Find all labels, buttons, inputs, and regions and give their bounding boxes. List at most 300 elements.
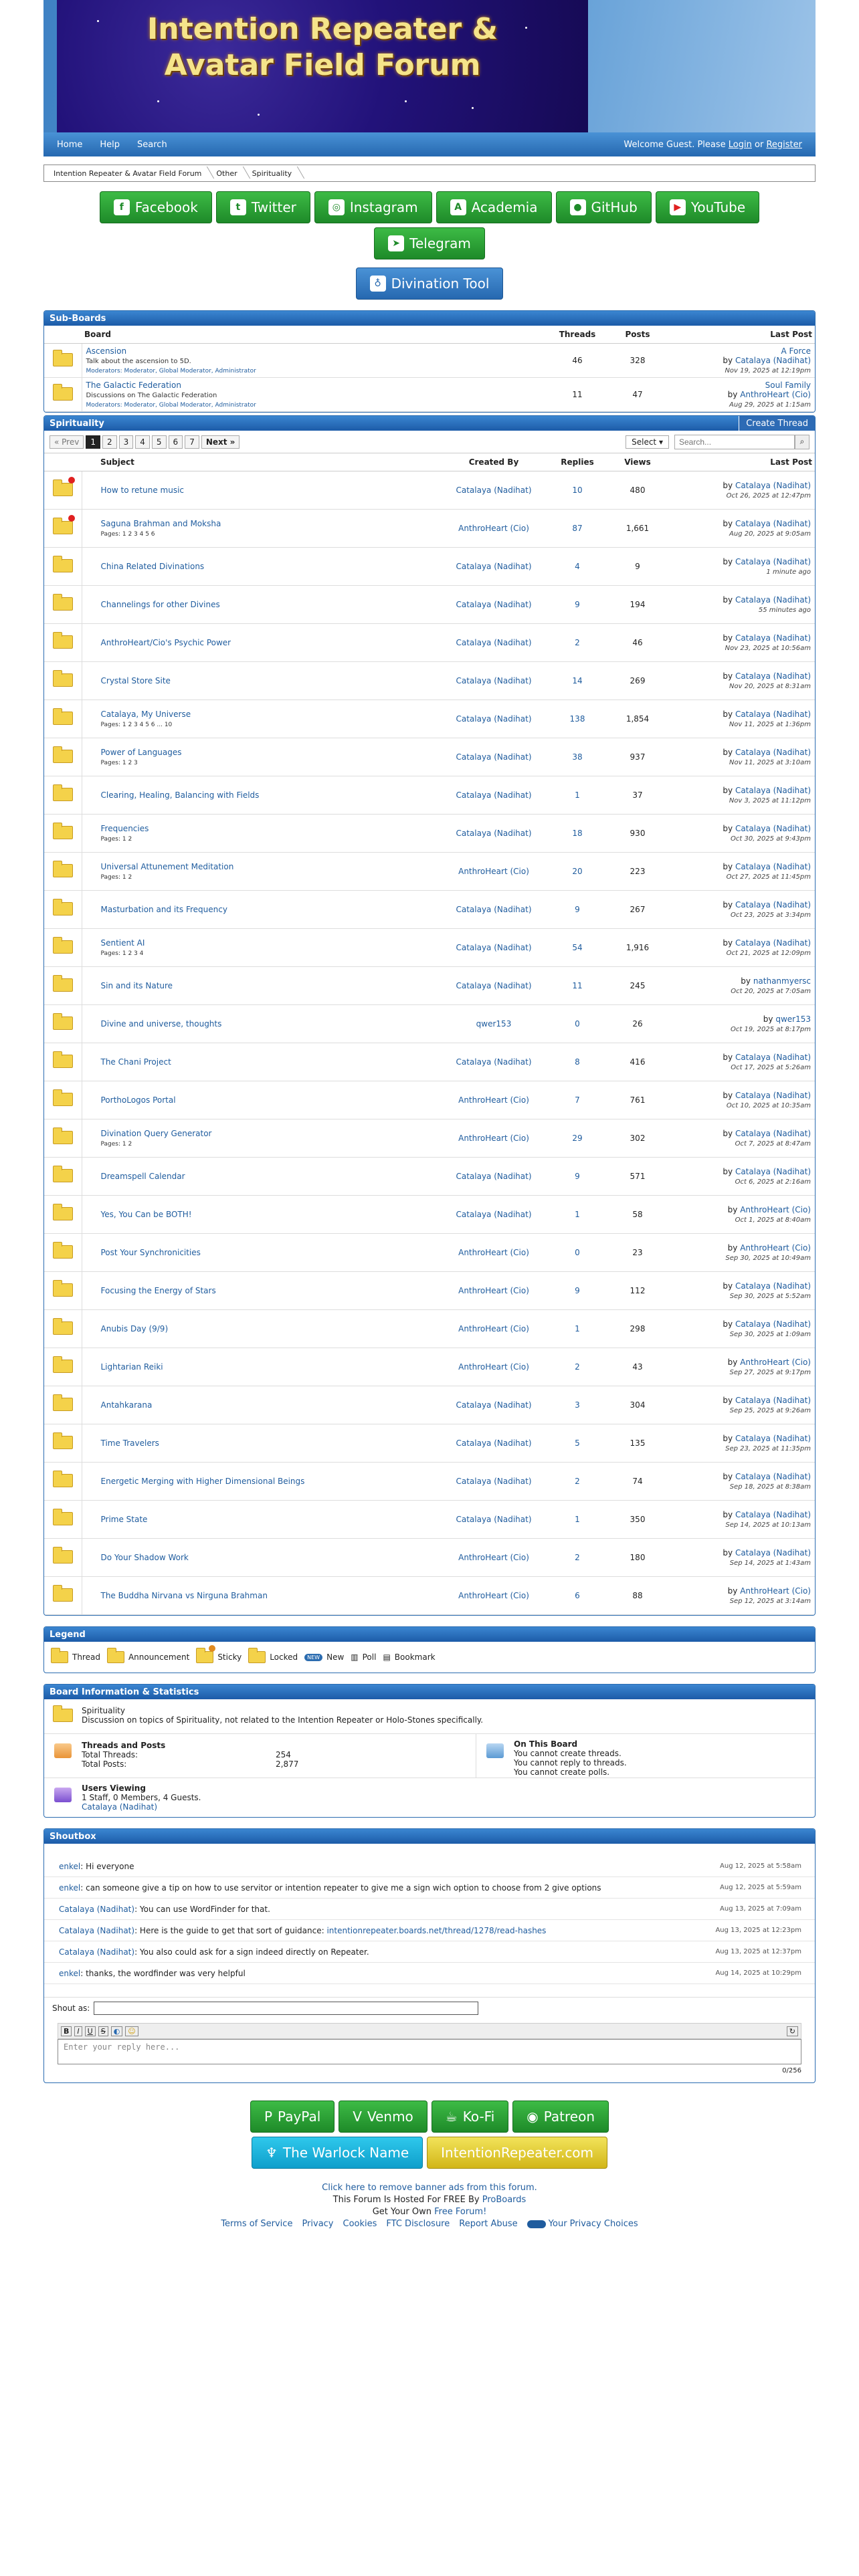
thread-replies[interactable]: 0	[575, 1019, 580, 1029]
lastpost-date: Sep 27, 2025 at 9:17pm	[729, 1369, 811, 1376]
thread-lastpost-cell	[668, 967, 815, 1005]
lastpost-user-link[interactable]: AnthroHeart (Cio)	[740, 1205, 811, 1214]
total-posts-value: 2,877	[276, 1759, 299, 1769]
folder-icon	[53, 1131, 73, 1144]
shout-user-link[interactable]: enkel	[59, 1883, 81, 1893]
lastpost-date: Oct 6, 2025 at 2:16am	[735, 1178, 811, 1186]
by-text: by	[723, 633, 733, 643]
thread-replies[interactable]: 138	[569, 714, 585, 724]
lastpost-user-link[interactable]: Catalaya (Nadihat)	[735, 633, 811, 643]
legend-label: Locked	[270, 1652, 298, 1662]
thread-link[interactable]: The Buddha Nirvana vs Nirguna Brahman	[100, 1591, 268, 1600]
lastpost-user-link[interactable]: Catalaya (Nadihat)	[735, 519, 811, 528]
lastpost-user-link[interactable]: Catalaya (Nadihat)	[735, 710, 811, 719]
twitter-button[interactable]	[216, 191, 310, 223]
lastpost-user-link[interactable]: Catalaya (Nadihat)	[735, 1434, 811, 1443]
ftc-link[interactable]: FTC Disclosure	[386, 2219, 450, 2229]
thread-link[interactable]: Channelings for other Divines	[100, 600, 220, 609]
thread-link[interactable]: Crystal Store Site	[100, 676, 171, 685]
thread-link[interactable]: Focusing the Energy of Stars	[100, 1286, 216, 1295]
thread-subject-cell	[82, 548, 440, 586]
thread-row	[44, 738, 815, 776]
thread-creator-link[interactable]: AnthroHeart (Cio)	[458, 867, 529, 876]
thread-replies-cell	[547, 700, 607, 738]
thread-creator-link[interactable]: Catalaya (Nadihat)	[456, 943, 532, 952]
by-text: by	[723, 862, 733, 871]
thread-creator-link[interactable]: AnthroHeart (Cio)	[458, 1324, 529, 1333]
thread-pages[interactable]: Pages: 1 2 3 4 5 6	[100, 531, 155, 538]
thread-row	[44, 624, 815, 662]
thread-views: 1,854	[607, 700, 668, 738]
thread-views: 180	[607, 1539, 668, 1577]
lastpost-user-link[interactable]: Catalaya (Nadihat)	[735, 671, 811, 681]
thread-creator-link[interactable]: AnthroHeart (Cio)	[458, 1362, 529, 1372]
thread-creator-link[interactable]: Catalaya (Nadihat)	[456, 829, 532, 838]
thread-views: 194	[607, 586, 668, 624]
thread-pages[interactable]: Pages: 1 2	[100, 1141, 132, 1148]
login-link[interactable]: Login	[728, 139, 752, 150]
venmo-button[interactable]	[339, 2101, 427, 2133]
permission-threads: You cannot create threads.	[514, 1749, 622, 1758]
page-4-button[interactable]: 4	[135, 435, 150, 449]
thread-icon-cell	[44, 1501, 82, 1539]
users-viewing-user[interactable]: Catalaya (Nadihat)	[82, 1802, 158, 1812]
thread-replies[interactable]: 2	[575, 1553, 580, 1562]
thread-icon-cell	[44, 891, 82, 929]
lastpost-thread-link[interactable]: A Force	[781, 346, 811, 356]
subboard-link[interactable]: The Galactic Federation	[86, 381, 181, 390]
thread-creator-link[interactable]: Catalaya (Nadihat)	[456, 638, 532, 647]
lastpost-user-link[interactable]: Catalaya (Nadihat)	[735, 1129, 811, 1138]
shout-link[interactable]: intentionrepeater.boards.net/thread/1278/read-hashes	[326, 1925, 547, 1935]
thread-row	[44, 662, 815, 700]
link-icon[interactable]: ◐	[111, 2026, 123, 2036]
thread-replies[interactable]: 1	[575, 1210, 580, 1219]
thread-creator-link[interactable]: Catalaya (Nadihat)	[456, 486, 532, 495]
academia-icon: A	[450, 199, 466, 215]
shout-user-link[interactable]: enkel	[59, 1968, 81, 1978]
thread-replies[interactable]: 2	[575, 1362, 580, 1372]
thread-creator-link[interactable]: Catalaya (Nadihat)	[456, 1400, 532, 1410]
proboards-link[interactable]: ProBoards	[482, 2195, 527, 2205]
lastpost-user-link[interactable]: Catalaya (Nadihat)	[735, 786, 811, 795]
board-info	[82, 1699, 483, 1733]
subboard-mods[interactable]: Moderators: Moderator, Global Moderator, Administrator	[86, 402, 256, 409]
shout-user-link[interactable]: enkel	[59, 1861, 81, 1871]
thread-link[interactable]: Masturbation and its Frequency	[100, 905, 227, 914]
thread-link[interactable]: Time Travelers	[100, 1438, 159, 1448]
prev-page-button[interactable]: « Prev	[50, 435, 84, 449]
total-posts-label: Total Posts:	[82, 1759, 127, 1769]
create-thread-button[interactable]: Create Thread	[739, 416, 815, 431]
thread-icon-cell	[44, 586, 82, 624]
thread-views: 245	[607, 967, 668, 1005]
legend-label: New	[326, 1652, 345, 1662]
shout-message-input[interactable]: Enter your reply here...	[58, 2039, 801, 2064]
thread-subject-cell	[82, 891, 440, 929]
users-icon-cell	[44, 1778, 82, 1817]
thread-replies[interactable]: 1	[575, 1324, 580, 1333]
page-2-button[interactable]: 2	[102, 435, 117, 449]
lastpost-user-link[interactable]: Catalaya (Nadihat)	[735, 1091, 811, 1100]
lastpost-user-link[interactable]: Catalaya (Nadihat)	[735, 748, 811, 757]
page-1-button[interactable]: 1	[86, 435, 100, 449]
thread-replies[interactable]: 3	[575, 1400, 580, 1410]
forum-logo[interactable]	[57, 0, 588, 132]
intentionrepeater-button[interactable]	[427, 2137, 607, 2169]
nav-search-link[interactable]: Search	[137, 139, 167, 150]
by-text: by	[723, 1510, 733, 1519]
warlock-name-button[interactable]	[252, 2137, 423, 2169]
lastpost-user-link[interactable]: Catalaya (Nadihat)	[735, 1548, 811, 1558]
lastpost-user-link[interactable]: Catalaya (Nadihat)	[735, 557, 811, 566]
page-3-button[interactable]: 3	[119, 435, 134, 449]
thread-creator-link[interactable]: Catalaya (Nadihat)	[456, 752, 532, 762]
page-container	[43, 0, 816, 2230]
thread-replies[interactable]: 7	[575, 1095, 580, 1105]
subboard-link[interactable]: Ascension	[86, 346, 127, 356]
thread-link[interactable]: Dreamspell Calendar	[100, 1172, 185, 1181]
lastpost-user-link[interactable]: Catalaya (Nadihat)	[735, 900, 811, 909]
italic-icon[interactable]: I	[74, 2026, 82, 2036]
bold-icon[interactable]: B	[61, 2026, 72, 2036]
thread-creator-link[interactable]: Catalaya (Nadihat)	[456, 1210, 532, 1219]
shout-user-link[interactable]: Catalaya (Nadihat)	[59, 1904, 135, 1914]
paypal-icon: P	[264, 2109, 273, 2125]
thread-replies-cell	[547, 1005, 607, 1043]
lastpost-date: Oct 23, 2025 at 3:34pm	[731, 911, 811, 919]
patreon-button[interactable]	[512, 2101, 609, 2133]
venmo-label: Venmo	[367, 2109, 413, 2125]
page-7-button[interactable]: 7	[185, 435, 199, 449]
thread-row	[44, 700, 815, 738]
thread-link[interactable]: Power of Languages	[100, 748, 182, 757]
academia-button[interactable]	[436, 191, 552, 223]
breadcrumb-other[interactable]: Other	[211, 169, 246, 178]
thread-link[interactable]: How to retune music	[100, 486, 184, 495]
select-dropdown[interactable]	[626, 435, 669, 449]
thread-creator-link[interactable]: qwer153	[476, 1019, 512, 1029]
thread-creator-link[interactable]: AnthroHeart (Cio)	[458, 1095, 529, 1105]
thread-replies[interactable]: 29	[572, 1134, 583, 1143]
threads-panel	[43, 415, 816, 1616]
thread-link[interactable]: Universal Attunement Meditation	[100, 862, 234, 871]
thread-lastpost-cell	[668, 586, 815, 624]
thread-lastpost-cell	[668, 624, 815, 662]
thread-creator-link[interactable]: Catalaya (Nadihat)	[456, 1172, 532, 1181]
thread-pages[interactable]: Pages: 1 2 3 4	[100, 950, 144, 957]
board-title: Spirituality	[50, 418, 104, 429]
thread-lastpost-cell	[668, 1119, 815, 1158]
by-text: by	[723, 1091, 733, 1100]
lastpost-user-link[interactable]: qwer153	[775, 1014, 811, 1024]
lastpost-user-link[interactable]: Catalaya (Nadihat)	[735, 1281, 811, 1291]
terms-link[interactable]: Terms of Service	[221, 2219, 293, 2229]
thread-replies[interactable]: 87	[572, 524, 583, 533]
thread-subject-cell	[82, 1463, 440, 1501]
privacy-link[interactable]: Privacy	[302, 2219, 334, 2229]
thread-creator-link[interactable]: Catalaya (Nadihat)	[456, 981, 532, 990]
by-text: by	[723, 710, 733, 719]
thread-creator-link[interactable]: AnthroHeart (Cio)	[458, 524, 529, 533]
shoutbox-messages[interactable]	[44, 1844, 815, 1998]
lastpost-date: Nov 11, 2025 at 1:36pm	[729, 721, 811, 728]
thread-creator-cell	[440, 1081, 547, 1119]
lastpost-user-link[interactable]: Catalaya (Nadihat)	[735, 356, 811, 365]
lastpost-user-link[interactable]: Catalaya (Nadihat)	[735, 1510, 811, 1519]
thread-replies[interactable]: 5	[575, 1438, 580, 1448]
stats-panel	[43, 1684, 816, 1818]
twitter-icon: t	[230, 199, 246, 215]
lastpost-date: Nov 23, 2025 at 10:56am	[725, 645, 811, 652]
page-5-button[interactable]: 5	[152, 435, 167, 449]
lastpost-date: Sep 30, 2025 at 5:52am	[729, 1293, 811, 1300]
smiley-icon[interactable]: ☺	[125, 2026, 138, 2036]
thread-link[interactable]: Post Your Synchronicities	[100, 1248, 201, 1257]
thread-creator-link[interactable]: Catalaya (Nadihat)	[456, 790, 532, 800]
thread-link[interactable]: China Related Divinations	[100, 562, 205, 571]
shout-as-label: Shout as:	[52, 2004, 90, 2013]
thread-views: 46	[607, 624, 668, 662]
footer-links	[43, 2218, 816, 2230]
thread-views: 298	[607, 1310, 668, 1348]
thread-subject-cell	[82, 815, 440, 853]
lastpost-user-link[interactable]: Catalaya (Nadihat)	[735, 1472, 811, 1481]
privacy-choices-label: Your Privacy Choices	[548, 2219, 638, 2229]
thread-creator-link[interactable]: Catalaya (Nadihat)	[456, 1057, 532, 1067]
thread-replies[interactable]: 1	[575, 1515, 580, 1524]
register-link[interactable]: Register	[766, 139, 802, 150]
subboard-icon-cell	[44, 378, 82, 412]
github-button[interactable]	[556, 191, 652, 223]
telegram-button[interactable]	[374, 227, 485, 259]
patreon-icon: ◉	[527, 2109, 539, 2125]
lastpost-user-link[interactable]: AnthroHeart (Cio)	[740, 1243, 811, 1253]
lastpost-user-link[interactable]: Catalaya (Nadihat)	[735, 1319, 811, 1329]
thread-creator-cell	[440, 510, 547, 548]
thread-link[interactable]: Frequencies	[100, 824, 149, 833]
thread-icon-cell	[44, 1424, 82, 1463]
thread-link[interactable]: Divination Query Generator	[100, 1129, 212, 1138]
thread-replies-cell	[547, 1501, 607, 1539]
nav-help-link[interactable]: Help	[100, 139, 120, 150]
thread-icon-cell	[44, 1348, 82, 1386]
thread-creator-link[interactable]: Catalaya (Nadihat)	[456, 905, 532, 914]
thread-row	[44, 1043, 815, 1081]
thread-creator-link[interactable]: Catalaya (Nadihat)	[456, 1515, 532, 1524]
thread-icon-cell	[44, 1539, 82, 1577]
thread-link[interactable]: Sentient AI	[100, 938, 145, 948]
page-6-button[interactable]: 6	[169, 435, 183, 449]
thread-views: 74	[607, 1463, 668, 1501]
thread-replies[interactable]: 1	[575, 790, 580, 800]
thread-link[interactable]: Anubis Day (9/9)	[100, 1324, 169, 1333]
thread-link[interactable]: Sin and its Nature	[100, 981, 173, 990]
shout-user-link[interactable]: Catalaya (Nadihat)	[59, 1947, 135, 1957]
threads-posts-info	[82, 1734, 476, 1778]
underline-icon[interactable]: U	[85, 2026, 96, 2036]
thread-creator-link[interactable]: Catalaya (Nadihat)	[456, 600, 532, 609]
thread-replies[interactable]: 8	[575, 1057, 580, 1067]
by-text: by	[723, 900, 733, 909]
nav-bar	[43, 132, 816, 156]
intentionrepeater-label: IntentionRepeater.com	[441, 2145, 594, 2161]
shout-name-input[interactable]	[94, 2002, 478, 2015]
thread-creator-cell	[440, 1196, 547, 1234]
breadcrumb-forum[interactable]: Intention Repeater & Avatar Field Forum	[48, 169, 211, 178]
thread-pages[interactable]: Pages: 1 2 3 4 5 6 ... 10	[100, 722, 173, 728]
thread-pages[interactable]: Pages: 1 2 3	[100, 760, 138, 766]
thread-replies[interactable]: 20	[572, 867, 583, 876]
thread-link[interactable]: Lightarian Reiki	[100, 1362, 163, 1372]
lastpost-date: 55 minutes ago	[758, 607, 811, 614]
report-abuse-link[interactable]: Report Abuse	[459, 2219, 518, 2229]
thread-lastpost-cell	[668, 1081, 815, 1119]
by-text: by	[723, 671, 733, 681]
thread-link[interactable]: PorthoLogos Portal	[100, 1095, 176, 1105]
thread-views: 58	[607, 1196, 668, 1234]
lastpost-user-link[interactable]: Catalaya (Nadihat)	[735, 1396, 811, 1405]
thread-link[interactable]: Energetic Merging with Higher Dimensional Beings	[100, 1477, 305, 1486]
chevron-down-icon: ▾	[658, 437, 663, 447]
remove-ads-link[interactable]: Click here to remove banner ads from this forum.	[322, 2183, 537, 2193]
lastpost-user-link[interactable]: Catalaya (Nadihat)	[735, 595, 811, 605]
threads-posts-row	[44, 1734, 815, 1778]
thread-row	[44, 548, 815, 586]
privacy-choices-link[interactable]	[527, 2218, 638, 2230]
thread-replies-cell	[547, 548, 607, 586]
thread-creator-link[interactable]: Catalaya (Nadihat)	[456, 1438, 532, 1448]
youtube-button[interactable]	[656, 191, 759, 223]
thread-replies[interactable]: 9	[575, 600, 580, 609]
lastpost-user-link[interactable]: AnthroHeart (Cio)	[740, 1358, 811, 1367]
thread-creator-link[interactable]: Catalaya (Nadihat)	[456, 1477, 532, 1486]
thread-replies-cell	[547, 471, 607, 510]
by-text: by	[723, 1472, 733, 1481]
thread-creator-link[interactable]: AnthroHeart (Cio)	[458, 1286, 529, 1295]
thread-creator-link[interactable]: Catalaya (Nadihat)	[456, 562, 532, 571]
thread-link[interactable]: Prime State	[100, 1515, 148, 1524]
legend-title: Legend	[44, 1627, 815, 1642]
by-text: by	[723, 557, 733, 566]
thread-replies[interactable]: 4	[575, 562, 580, 571]
thread-link[interactable]: Yes, You Can be BOTH!	[100, 1210, 192, 1219]
thread-link[interactable]: The Chani Project	[100, 1057, 171, 1067]
thread-replies[interactable]: 6	[575, 1591, 580, 1600]
folder-icon	[53, 1283, 73, 1297]
free-forum-link[interactable]: Free Forum!	[434, 2207, 487, 2217]
cookies-link[interactable]: Cookies	[343, 2219, 377, 2229]
thread-subject-cell	[82, 662, 440, 700]
thread-replies-cell	[547, 929, 607, 967]
shoutbox-panel	[43, 1828, 816, 2083]
breadcrumb-spirituality[interactable]: Spirituality	[247, 169, 302, 178]
thread-creator-link[interactable]: AnthroHeart (Cio)	[458, 1134, 529, 1143]
board-info-icon-cell	[44, 1699, 82, 1733]
lastpost-user-link[interactable]: Catalaya (Nadihat)	[735, 481, 811, 490]
thread-search-input[interactable]	[674, 435, 795, 449]
thread-link[interactable]: AnthroHeart/Cio's Psychic Power	[100, 638, 231, 647]
thread-link[interactable]: Clearing, Healing, Balancing with Fields	[100, 790, 260, 800]
thread-views: 26	[607, 1005, 668, 1043]
lastpost-user-link[interactable]: AnthroHeart (Cio)	[740, 390, 811, 399]
thread-subject-cell	[82, 700, 440, 738]
lastpost-user-link[interactable]: Catalaya (Nadihat)	[735, 938, 811, 948]
footer	[43, 2182, 816, 2230]
thread-creator-link[interactable]: Catalaya (Nadihat)	[456, 714, 532, 724]
lastpost-user-link[interactable]: Catalaya (Nadihat)	[735, 1167, 811, 1176]
thread-link[interactable]: Catalaya, My Universe	[100, 710, 191, 719]
lastpost-date: Oct 21, 2025 at 12:09pm	[726, 950, 811, 957]
thread-lastpost-cell	[668, 1158, 815, 1196]
thread-replies[interactable]: 0	[575, 1248, 580, 1257]
shout-message	[44, 1963, 815, 1984]
folder-icon	[53, 1245, 73, 1259]
thread-replies[interactable]: 9	[575, 905, 580, 914]
thread-creator-link[interactable]: Catalaya (Nadihat)	[456, 676, 532, 685]
thread-replies[interactable]: 9	[575, 1172, 580, 1181]
folder-icon	[53, 1398, 73, 1411]
subboard-mods[interactable]: Moderators: Moderator, Global Moderator, Administrator	[86, 368, 256, 374]
warlock-icon: ♆	[265, 2145, 278, 2161]
thread-link[interactable]: Saguna Brahman and Moksha	[100, 519, 221, 528]
stats-title: Board Information & Statistics	[44, 1685, 815, 1699]
lastpost-user-link[interactable]: Catalaya (Nadihat)	[735, 824, 811, 833]
thread-link[interactable]: Divine and universe, thoughts	[100, 1019, 222, 1029]
paypal-button[interactable]	[250, 2101, 335, 2133]
thread-pages[interactable]: Pages: 1 2	[100, 836, 132, 843]
thread-replies[interactable]: 10	[572, 486, 583, 495]
instagram-button[interactable]	[314, 191, 432, 223]
thread-replies[interactable]: 2	[575, 638, 580, 647]
thread-replies[interactable]: 14	[572, 676, 583, 685]
kofi-button[interactable]	[432, 2101, 509, 2133]
strike-icon[interactable]: S	[98, 2026, 108, 2036]
nav-home-link[interactable]: Home	[57, 139, 83, 150]
thread-creator-link[interactable]: AnthroHeart (Cio)	[458, 1248, 529, 1257]
folder-icon	[53, 483, 73, 496]
shout-user-link[interactable]: Catalaya (Nadihat)	[59, 1925, 135, 1935]
lastpost-thread-link[interactable]: Soul Family	[765, 381, 811, 390]
thread-creator-link[interactable]: AnthroHeart (Cio)	[458, 1591, 529, 1600]
select-label: Select	[632, 437, 657, 447]
thread-replies[interactable]: 54	[572, 943, 583, 952]
next-page-button[interactable]: Next »	[201, 435, 240, 449]
shout-time: Aug 14, 2025 at 10:29pm	[715, 1969, 801, 1977]
thread-replies[interactable]: 38	[572, 752, 583, 762]
thread-replies[interactable]: 11	[572, 981, 583, 990]
lastpost-user-link[interactable]: AnthroHeart (Cio)	[740, 1586, 811, 1596]
search-icon[interactable]: ⌕	[795, 435, 809, 449]
lastpost-user-link[interactable]: nathanmyersc	[753, 976, 811, 986]
thread-replies[interactable]: 2	[575, 1477, 580, 1486]
refresh-icon[interactable]: ↻	[787, 2026, 798, 2036]
thread-replies[interactable]: 18	[572, 829, 583, 838]
thread-replies[interactable]: 9	[575, 1286, 580, 1295]
thread-creator-cell	[440, 471, 547, 510]
thread-link[interactable]: Do Your Shadow Work	[100, 1553, 189, 1562]
facebook-button[interactable]	[100, 191, 212, 223]
by-text: by	[723, 1167, 733, 1176]
thread-pages[interactable]: Pages: 1 2	[100, 874, 132, 881]
lastpost-user-link[interactable]: Catalaya (Nadihat)	[735, 1053, 811, 1062]
locked-icon	[248, 1651, 266, 1663]
divination-tool-button[interactable]	[356, 267, 504, 300]
thread-creator-link[interactable]: AnthroHeart (Cio)	[458, 1553, 529, 1562]
users-icon	[54, 1788, 72, 1802]
thread-link[interactable]: Antahkarana	[100, 1400, 153, 1410]
lastpost-user-link[interactable]: Catalaya (Nadihat)	[735, 862, 811, 871]
